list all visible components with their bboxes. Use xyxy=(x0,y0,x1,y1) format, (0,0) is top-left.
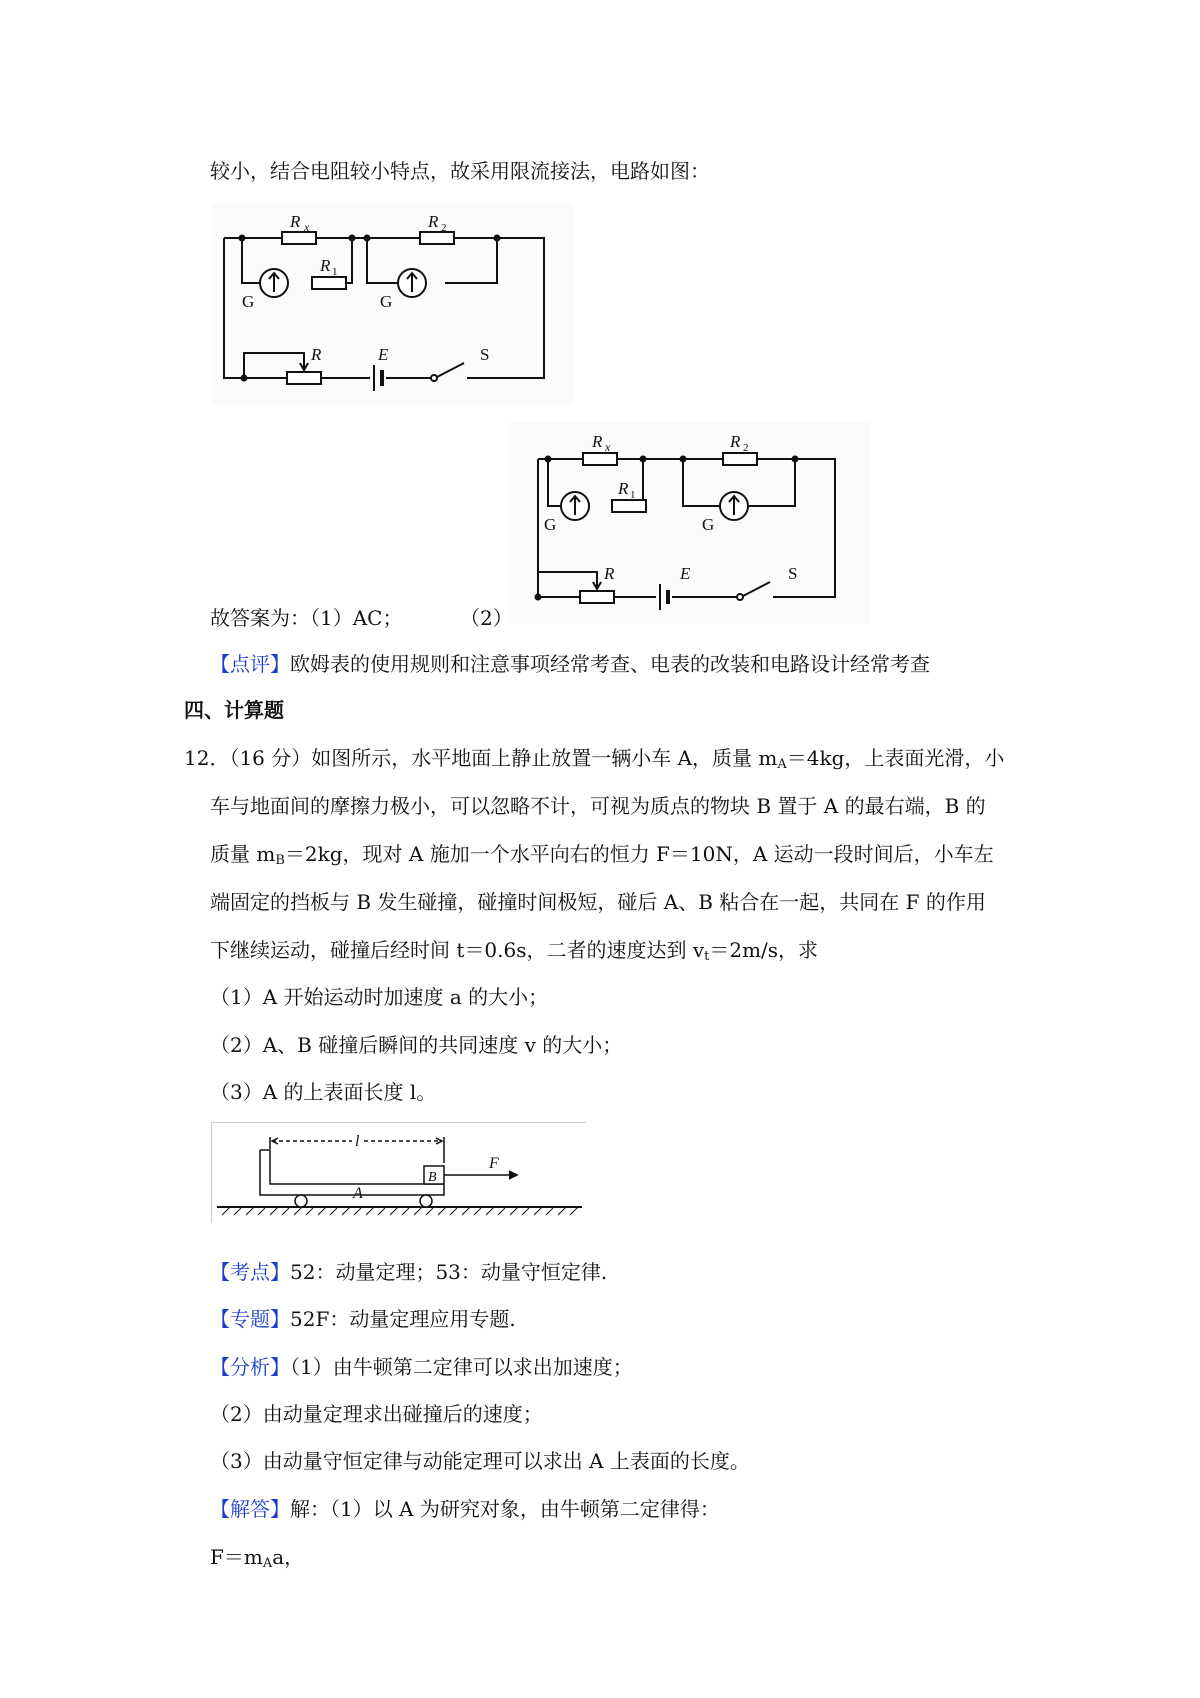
label-e-2: E xyxy=(680,564,691,583)
answer-prefix: 故答案为：（1）AC； xyxy=(210,606,403,630)
problem-line-4: 端固定的挡板与 B 发生碰撞，碰撞时间极短，碰后 A、B 粘合在一起，共同在 F 的作用 xyxy=(210,890,986,914)
question-3: （3）A 的上表面长度 l。 xyxy=(210,1080,437,1104)
label-r1: R xyxy=(320,256,331,275)
cart-figure xyxy=(211,1122,586,1223)
fenxi-text-1: （1）由牛顿第二定律可以求出加速度； xyxy=(290,1355,633,1379)
label-r1-sub: 1 xyxy=(332,266,338,278)
label-g-left-2: G xyxy=(544,515,557,534)
circuit-diagram-1 xyxy=(212,203,574,405)
problem-line-2: 车与地面间的摩擦力极小，可以忽略不计，可视为质点的物块 B 置于 A 的最右端，B 的 xyxy=(210,794,986,818)
label-s-2: S xyxy=(788,564,798,583)
fenxi-line xyxy=(210,1353,633,1381)
jieda-tag: 【解答】 xyxy=(210,1497,290,1521)
label-cart-a: A xyxy=(353,1185,363,1202)
kaodian-text: 52：动量定理；53：动量守恒定律. xyxy=(290,1260,608,1284)
label-rx-sub-2: x xyxy=(605,440,611,454)
label-r2-2: R xyxy=(730,432,741,451)
fenxi-tag: 【分析】 xyxy=(210,1355,290,1379)
label-r-2: R xyxy=(604,564,615,583)
zhuanti-tag: 【专题】 xyxy=(210,1307,290,1331)
formula-line: $F=m_Aa$， xyxy=(210,1545,305,1571)
zhuanti-line xyxy=(210,1305,516,1333)
zhuanti-text: 52F：动量定理应用专题. xyxy=(290,1307,516,1331)
comment-line xyxy=(210,650,930,678)
intro-text: 较小，结合电阻较小特点，故采用限流接法，电路如图： xyxy=(210,159,710,183)
label-r2-sub-2: 2 xyxy=(743,442,749,454)
comment-tag: 【点评】 xyxy=(210,652,290,676)
fenxi-text-2: （2）由动量定理求出碰撞后的速度； xyxy=(210,1402,543,1426)
jieda-text: 解：（1）以 A 为研究对象，由牛顿第二定律得： xyxy=(290,1497,720,1521)
label-g-right-2: G xyxy=(702,515,715,534)
label-block-b: B xyxy=(428,1170,437,1185)
label-rx-2: R xyxy=(592,432,603,451)
circuit-diagram-2 xyxy=(508,422,870,624)
label-r1-2: R xyxy=(618,479,629,498)
label-g-left: G xyxy=(242,292,255,311)
question-1: （1）A 开始运动时加速度 a 的大小； xyxy=(210,985,549,1009)
question-2: （2）A、B 碰撞后瞬间的共同速度 v 的大小； xyxy=(210,1033,623,1057)
label-rx: R xyxy=(290,212,301,231)
label-force-f: F xyxy=(489,1155,499,1172)
fenxi-text-3: （3）由动量守恒定律与动能定理可以求出 A 上表面的长度。 xyxy=(210,1449,750,1473)
jieda-line xyxy=(210,1495,720,1523)
section-title: 四、计算题 xyxy=(184,698,284,722)
problem-line-1: 12．（16 分）如图所示，水平地面上静止放置一辆小车 A，质量 $m_A=4kg$，上表面光滑，小 xyxy=(184,746,1005,772)
label-r: R xyxy=(311,345,322,364)
kaodian-line xyxy=(210,1258,607,1286)
label-r2: R xyxy=(428,212,439,231)
label-r1-sub-2: 1 xyxy=(630,489,636,501)
label-s: S xyxy=(480,345,490,364)
comment-text: 欧姆表的使用规则和注意事项经常考查、电表的改装和电路设计经常考查 xyxy=(290,652,930,676)
problem-line-5: 下继续运动，碰撞后经时间 t＝0.6s，二者的速度达到 $v_t=2m/s$，求 xyxy=(210,938,819,964)
label-l: l xyxy=(355,1133,360,1150)
label-r2-sub: 2 xyxy=(441,222,447,234)
answer-part2: （2） xyxy=(460,606,513,630)
problem-line-3: 质量 $m_B=2kg$，现对 A 施加一个水平向右的恒力 F＝10N，A 运动一段时间后，小车左 xyxy=(210,842,994,868)
label-rx-sub: x xyxy=(304,220,310,234)
label-e: E xyxy=(378,345,389,364)
label-g-right: G xyxy=(380,292,393,311)
kaodian-tag: 【考点】 xyxy=(210,1260,290,1284)
